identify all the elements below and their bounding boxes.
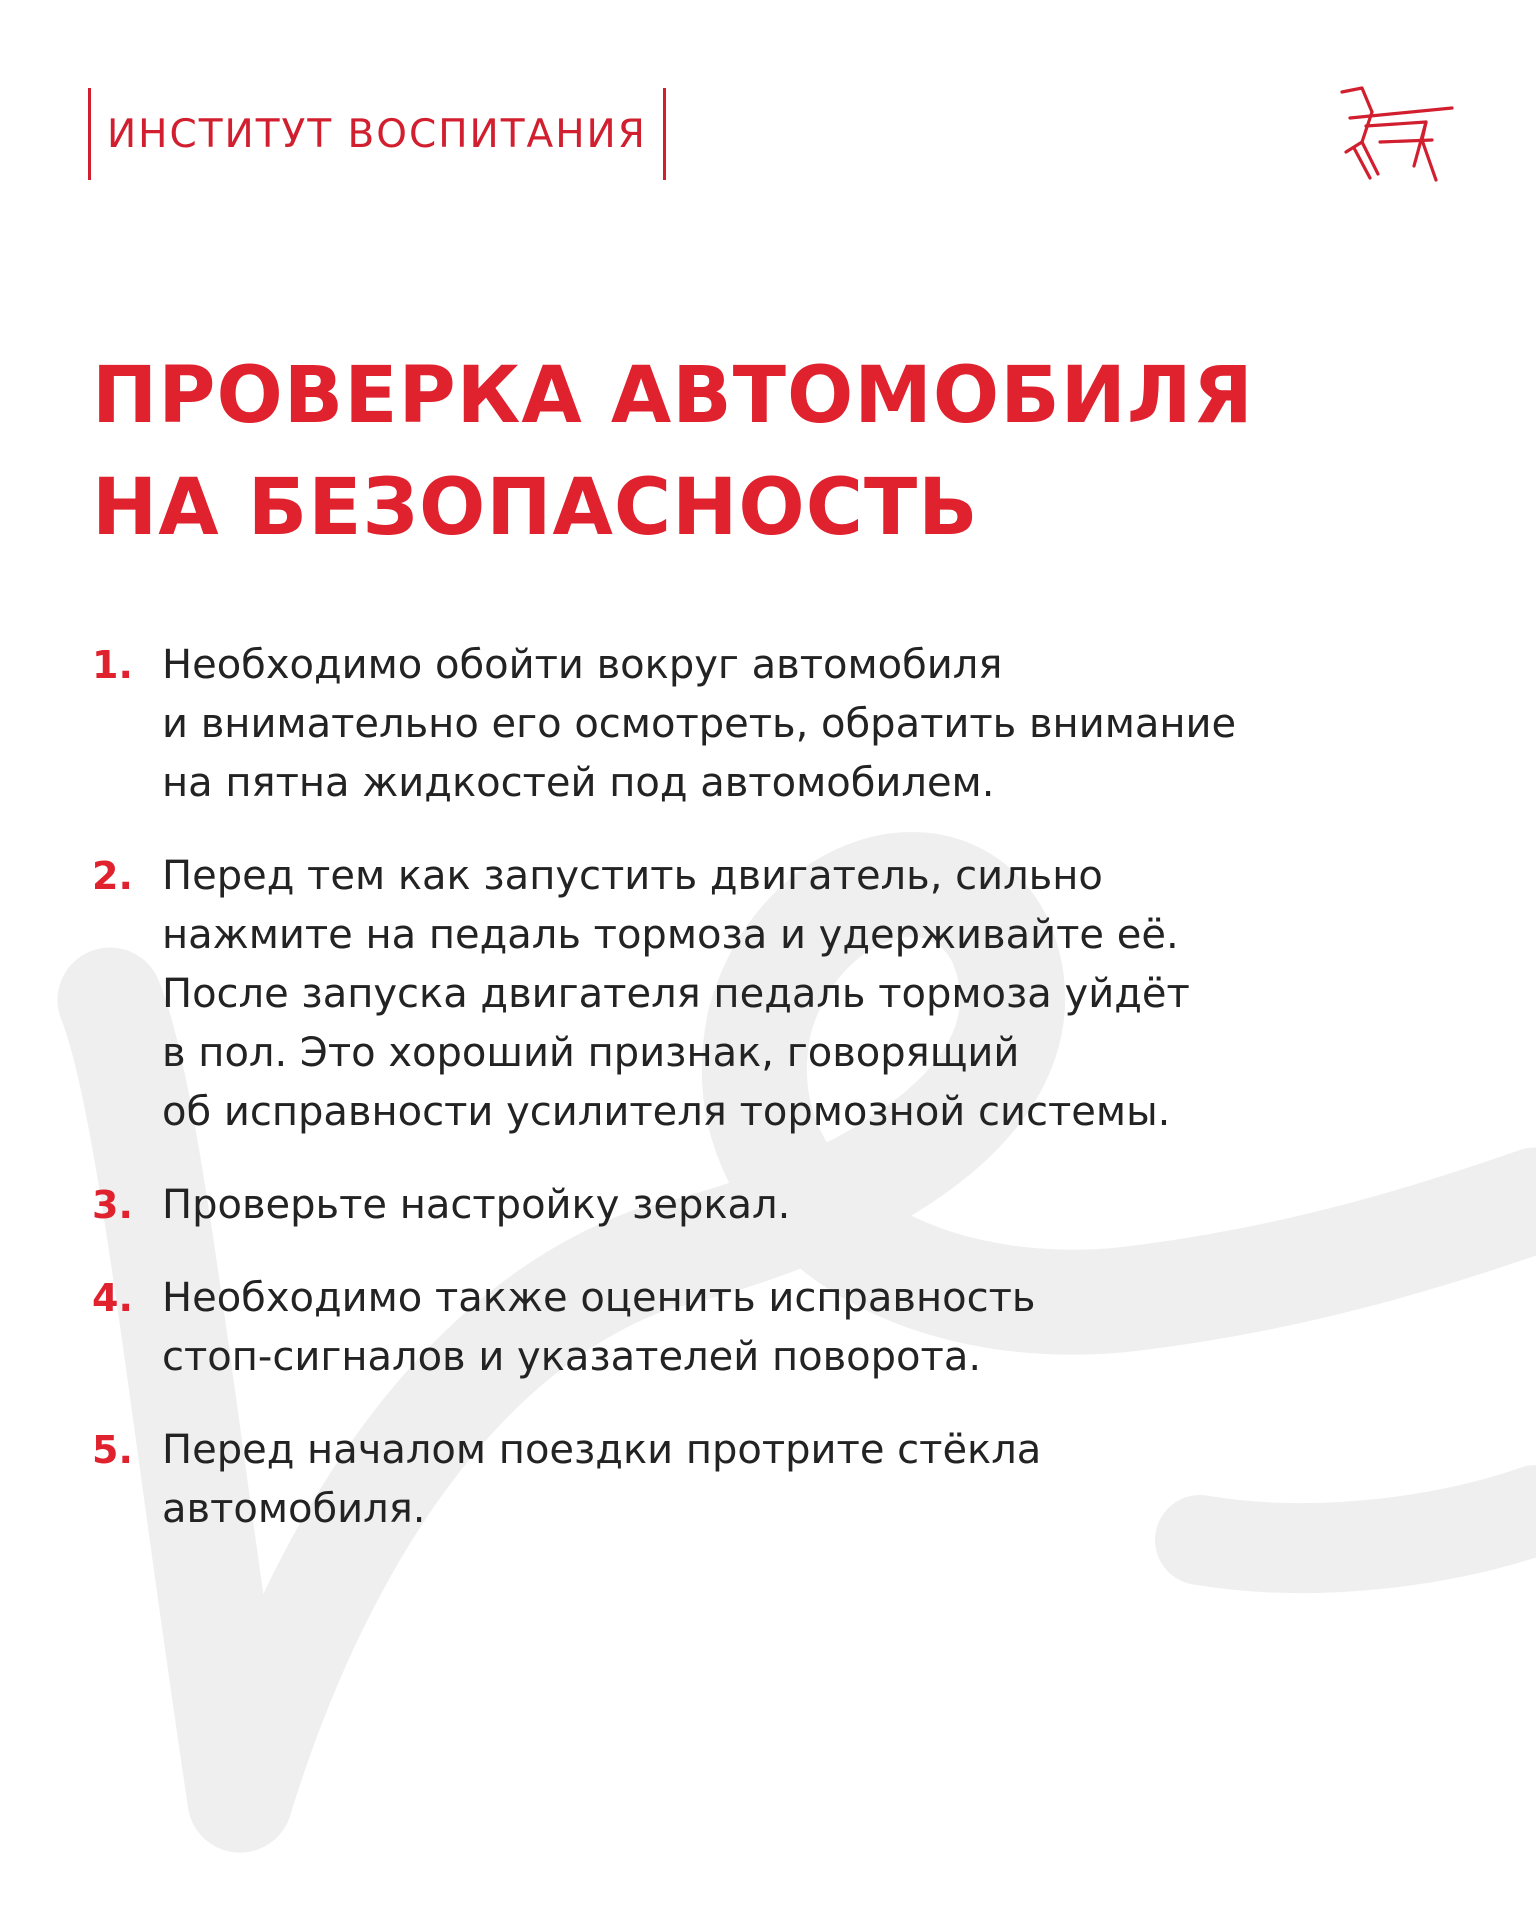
step-number: 3. xyxy=(92,1183,133,1227)
step-text-line: Перед тем как запустить двигатель, сильно xyxy=(162,853,1103,899)
brand-divider-right xyxy=(663,88,666,180)
step-text-line: Необходимо обойти вокруг автомобиля xyxy=(162,642,1003,688)
horse-icon xyxy=(1340,86,1456,182)
checklist-item-2 xyxy=(92,847,1472,1142)
step-text-line: Проверьте настройку зеркал. xyxy=(162,1182,791,1228)
brand-name: ИНСТИТУТ ВОСПИТАНИЯ xyxy=(107,111,647,157)
step-text-line: После запуска двигателя педаль тормоза уйдёт xyxy=(162,971,1190,1017)
step-text-line: в пол. Это хороший признак, говорящий xyxy=(162,1030,1020,1076)
step-number: 2. xyxy=(92,854,133,898)
checklist-item-1 xyxy=(92,636,1472,813)
step-text-line: стоп-сигналов и указателей поворота. xyxy=(162,1334,982,1380)
step-text-line: автомобиля. xyxy=(162,1486,426,1532)
step-text-line: нажмите на педаль тормоза и удерживайте её. xyxy=(162,912,1179,958)
checklist xyxy=(92,636,1472,1573)
page-title xyxy=(92,340,1254,564)
checklist-item-5 xyxy=(92,1421,1472,1539)
title-line: НА БЕЗОПАСНОСТЬ xyxy=(92,463,979,553)
step-text-line: об исправности усилителя тормозной системы. xyxy=(162,1089,1171,1135)
brand-header xyxy=(88,88,666,180)
step-text-line: Перед началом поездки протрите стёкла xyxy=(162,1427,1042,1473)
step-text-line: и внимательно его осмотреть, обратить внимание xyxy=(162,701,1237,747)
step-number: 1. xyxy=(92,643,133,687)
step-text-line: Необходимо также оценить исправность xyxy=(162,1275,1036,1321)
checklist-item-4 xyxy=(92,1269,1472,1387)
step-number: 4. xyxy=(92,1276,133,1320)
step-number: 5. xyxy=(92,1428,133,1472)
step-text-line: на пятна жидкостей под автомобилем. xyxy=(162,760,995,806)
title-line: ПРОВЕРКА АВТОМОБИЛЯ xyxy=(92,351,1254,441)
checklist-item-3 xyxy=(92,1176,1472,1235)
